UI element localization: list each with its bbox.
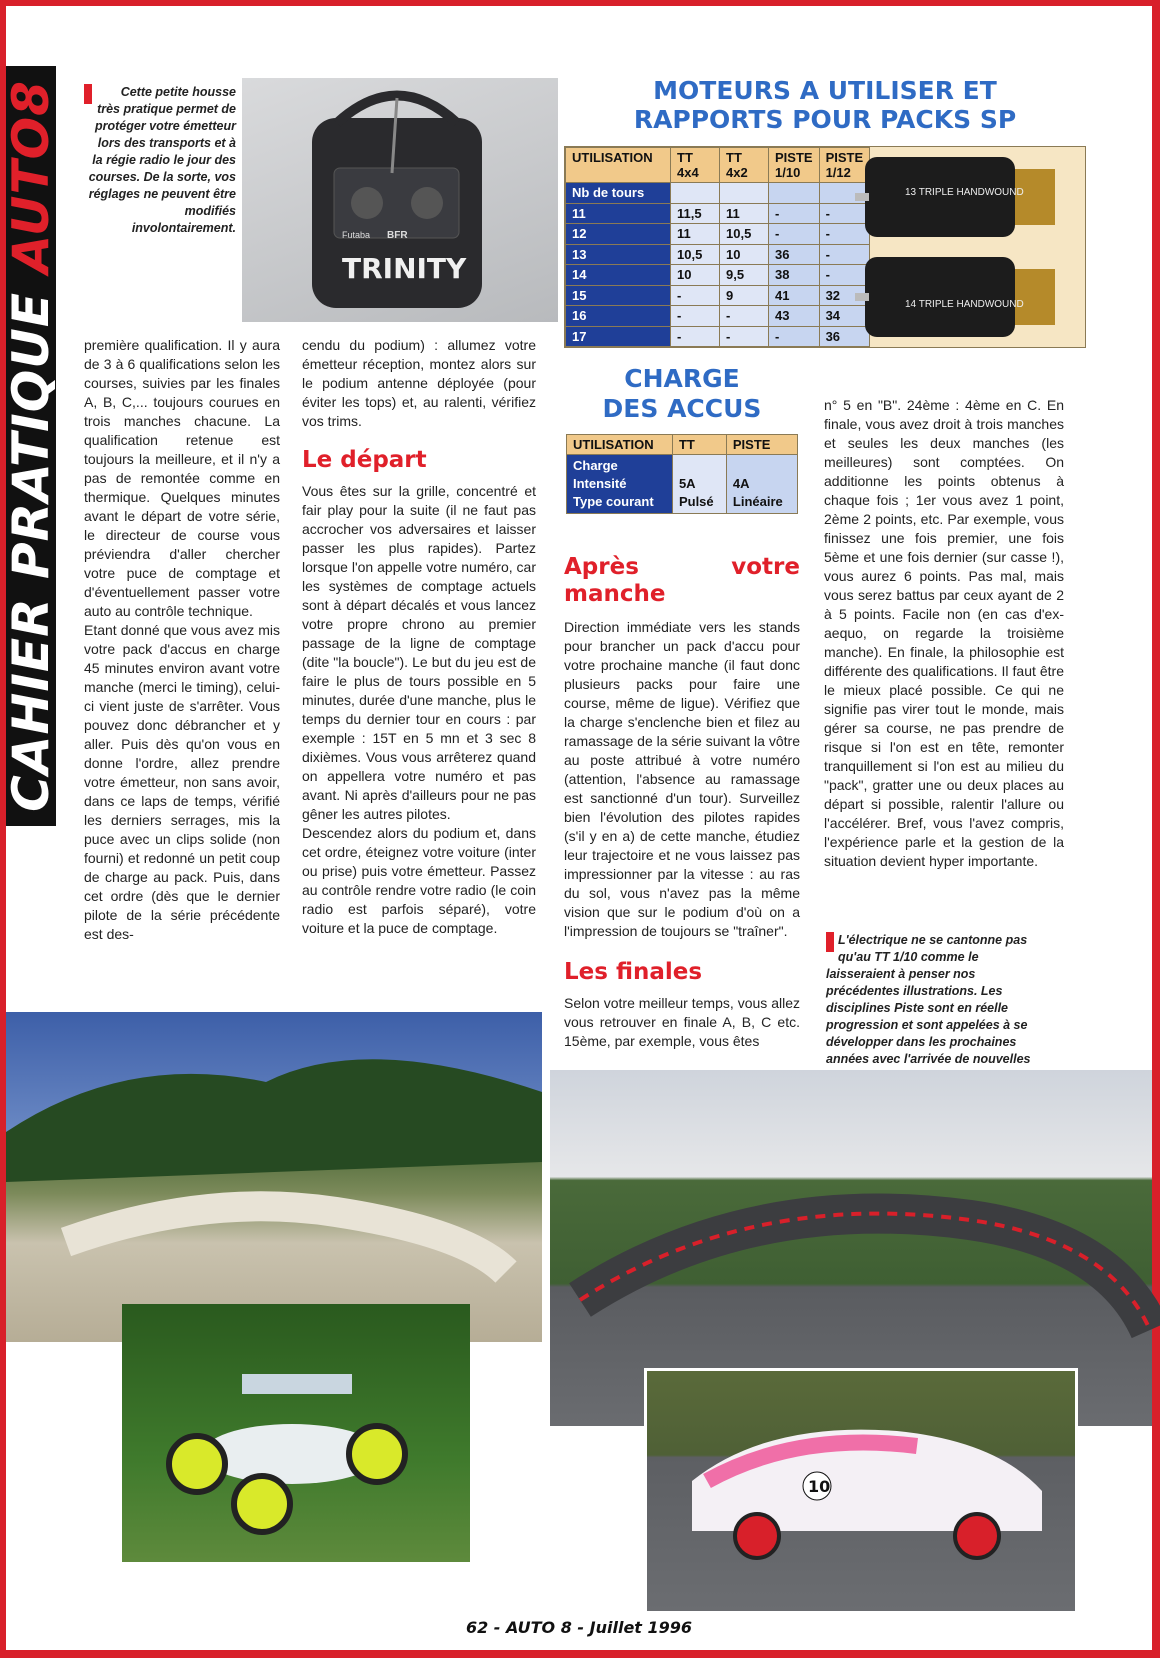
motor-table-cell: 12 (566, 224, 671, 245)
caption-piste: L'électrique ne se cantonne pas qu'au TT 1/10 comme le laisseraient à penser nos précédentes illustrations. Les disciplines Piste sont en réelle progression et sont appelées à se développer dans les prochaines années avec l'arrivée de nouvelles (826, 933, 1031, 1066)
motor-table-cell: - (671, 326, 720, 347)
motor-table-cell: - (769, 224, 820, 245)
motor-table-cell: 36 (769, 244, 820, 265)
motor-table-cell: 10 (720, 244, 769, 265)
motor-table-cell: 11 (671, 224, 720, 245)
offroad-track-illustration (6, 1012, 542, 1342)
motor-table-cell: 11 (720, 203, 769, 224)
article-column-2: cendu du podium) : allumez votre émetteur réception, montez alors sur le podium antenne déployée (pour éviter les tops) et, au ralenti, vérifiez vos trims. Le départ Vous êtes sur la grille, concentré et fair play pour la suite (il ne faut pas accrocher vos adversaires et laisser passer les plus rapides). Partez lorsque l'on appelle votre numéro, car les systèmes de comptage actuels sont à départ décalés et vous lancez votre propre chrono au premier passage de la ligne de comptage (dite "la boucle"). Le but du jeu est de faire le plus de tours possible en 5 minutes, durée d'une manche, plus le temps du dernier tour en cours : par exemple : 15T en 5 mn et 3 sec 8 dixièmes. Vous vous arrêterez quand on appellera votre numéro et pas avant. Ni après d'ailleurs pour ne pas gêner les autres pilotes. Descendez alors du podium et, dans cet ordre, éteignez votre voiture (inter ou prise) puis votre émetteur. Passez au contrôle rendre votre radio (le coin radio est parfois séparé), votre voiture et la puce de comptage. (302, 337, 536, 936)
motor-table-row (566, 285, 870, 306)
svg-text:Futaba: Futaba (342, 230, 371, 240)
motor-table-cell: 38 (769, 265, 820, 286)
motor-table-cell: - (671, 285, 720, 306)
charge-table: UTILISATION TT PISTE Charge Intensité Type courant 5A Pulsé 4A Linéaire (566, 434, 798, 514)
motor-table-cell: - (671, 306, 720, 327)
motor-table-title: MOTEURS A UTILISER ET RAPPORTS POUR PACKS SP (633, 76, 1017, 134)
motor-table-cell: 14 (566, 265, 671, 286)
motor-table-row (566, 244, 870, 265)
photo-transmitter-bag (242, 78, 558, 322)
caption-marker-icon (826, 932, 834, 952)
motor-table-cell: 10,5 (720, 224, 769, 245)
motor-table-cell: 36 (819, 326, 870, 347)
svg-text:BFR: BFR (387, 230, 408, 241)
sidebar-banner (2, 66, 60, 826)
motor-table-cell: - (769, 326, 820, 347)
motor-table-row (566, 265, 870, 286)
motor-table-cell: 11,5 (671, 203, 720, 224)
motor-table-cell: 9,5 (720, 265, 769, 286)
buggy-illustration (122, 1304, 470, 1562)
heading-apres-votre-manche: Après votre manche (564, 554, 800, 607)
motor-table-cell: - (819, 265, 870, 286)
svg-text:TRINITY: TRINITY (342, 252, 467, 285)
transmitter-bag-illustration (242, 78, 558, 322)
photo-touring-car (644, 1368, 1078, 1614)
article-column-4: n° 5 en "B". 24ème : 4ème en C. En finale, vous avez droit à trois manches et seules les deux manches (les meilleures) sont comptées. On additionne les points obtenus à chaque fois ; 1er vous avez 1 point, 2ème 2 points, etc. Par exemple, vous finissez une fois premier, une fois 5ème et une fois dernier (sur casse !), vous aurez 6 points. Pas mal, mais vous serez battus par ceux ayant de 2 à 5 points. Facile non (en cas d'ex-aequo, on regarde la troisième manche). En finale, la philosophie est différente des qualifications. Il faut être le mieux placé possible. Ce qui ne signifie pas virer tout le monde, mais gérer sa course, ne pas prendre de risque si l'on est en tête, remonter tranquillement si l'on est au milieu du "pack", gratter une ou deux places au départ si possible, ralentir l'allure ou l'accélérer. Bref, vous l'avez compris, l'expérience parle et la gestion de la situation devient hyper importante. (824, 397, 1064, 869)
photo-offroad-buggy (122, 1304, 470, 1562)
article-column-3: Après votre manche Direction immédiate vers les stands pour brancher un pack d'accu pour votre prochaine manche (il faut donc plusieurs packs pour faire une course, même de ligue). Vérifiez que la charge s'enclenche bien et filez au ramassage de la série suivant la vôtre au poste attribué à votre numéro (attention, l'absence au ramassage est sanctionné d'un tour). Surveillez bien l'évolution des pilotes rapides (s'il y en a) de cette manche, étudiez leur trajectoire et ne vous laissez pas impressionner par la vitesse : au ras du sol, vous n'avez pas la même vision que sur le podium d'où on a l'impression de toujours se "traîner". Les finales Selon votre meilleur temps, vous allez vous retrouver en finale A, B, C etc. 15ème, par exemple, vous êtes (564, 554, 800, 1049)
motor-table-cell: 11 (566, 203, 671, 224)
photo-offroad-track (6, 1012, 542, 1342)
motor-table-row (566, 326, 870, 347)
motor-table-cell: 16 (566, 306, 671, 327)
motor-table-cell: - (769, 203, 820, 224)
svg-text:14 TRIPLE HANDWOUND: 14 TRIPLE HANDWOUND (905, 299, 1024, 310)
svg-text:13 TRIPLE HANDWOUND: 13 TRIPLE HANDWOUND (905, 187, 1024, 198)
motor-table-cell: - (819, 224, 870, 245)
sidebar-title: CAHIER PRATIQUE AUTO8 (2, 80, 60, 812)
motor-table-cell: 43 (769, 306, 820, 327)
motor-table-box (564, 146, 1086, 348)
touring-car-illustration (647, 1371, 1075, 1611)
motor-illustration (855, 147, 1083, 347)
motor-table-cell: - (720, 326, 769, 347)
motor-table-cell: - (819, 203, 870, 224)
motor-table-cell: 10,5 (671, 244, 720, 265)
motor-table-cell: 10 (671, 265, 720, 286)
motor-table-cell: - (720, 306, 769, 327)
heading-le-depart: Le départ (302, 447, 427, 473)
caption-transmitter-bag: Cette petite housse très pratique permet de protéger votre émetteur lors des transports et à la régie radio le jour des courses. De la sorte, vos réglages ne peuvent être modifiés involontairement. (84, 84, 236, 237)
motor-table-row (566, 224, 870, 245)
motor-table-cell: - (819, 244, 870, 265)
motor-table-cell: 13 (566, 244, 671, 265)
heading-les-finales: Les finales (564, 959, 703, 985)
motor-table-row (566, 203, 870, 224)
motor-table-cell: 41 (769, 285, 820, 306)
motor-table-row (566, 306, 870, 327)
charge-table-title: CHARGE DES ACCUS (602, 364, 762, 423)
caption-marker-icon (84, 84, 92, 104)
magazine-page (2, 6, 1152, 1650)
page-footer: 62 - AUTO 8 - Juillet 1996 (465, 1618, 693, 1637)
motor-table-body: Nb de tours 11 11,5 11 - - 12 11 10,5 - - 13 10,5 10 36 - 14 10 9,5 38 - 15 - 9 41 32 16 - - 43 34 17 - - - 36 (566, 183, 870, 347)
svg-text:10: 10 (808, 1477, 831, 1496)
article-column-1: première qualification. Il y aura de 3 à 6 qualifications selon les courses, suivies par les finales A, B, C,... toujours courues en trois manches chacune. La qualification retenue est toujours la meilleure, et il n'y a pas de remontée comme en thermique. Quelques minutes avant le départ de votre série, le directeur de course vous préviendra d'aller chercher votre puce de comptage et d'éventuellement passer votre auto au contrôle technique. Etant donné que vous avez mis votre pack d'accus en charge 45 minutes environ avant votre manche (merci le timing), celui-ci vient juste de s'arrêter. Vous pouvez donc débrancher et y aller. Puis dès qu'on vous en donne l'ordre, allez prendre votre émetteur, non sans avoir, dans ce laps de temps, vérifié les derniers serrages, mis la puce avec un clips solide (non fourni) et redonné un petit coup de charge au pack. Puis, dans cet ordre (dès que le dernier pilote de la série précédente est des- (84, 337, 280, 942)
motor-table-cell: 17 (566, 326, 671, 347)
motor-table-cell: 15 (566, 285, 671, 306)
motor-table: UTILISATION TT 4x4 TT 4x2 PISTE 1/10 PISTE 1/12 Nb de tours 11 11,5 11 - - 12 11 10,5 - - 13 10,5 10 36 - 14 10 9,5 38 - 15 - 9 41 32 16 - - 43 34 17 - - - 36 (565, 147, 870, 347)
motor-table-cell: 34 (819, 306, 870, 327)
motor-table-cell: 32 (819, 285, 870, 306)
motor-table-cell: 9 (720, 285, 769, 306)
